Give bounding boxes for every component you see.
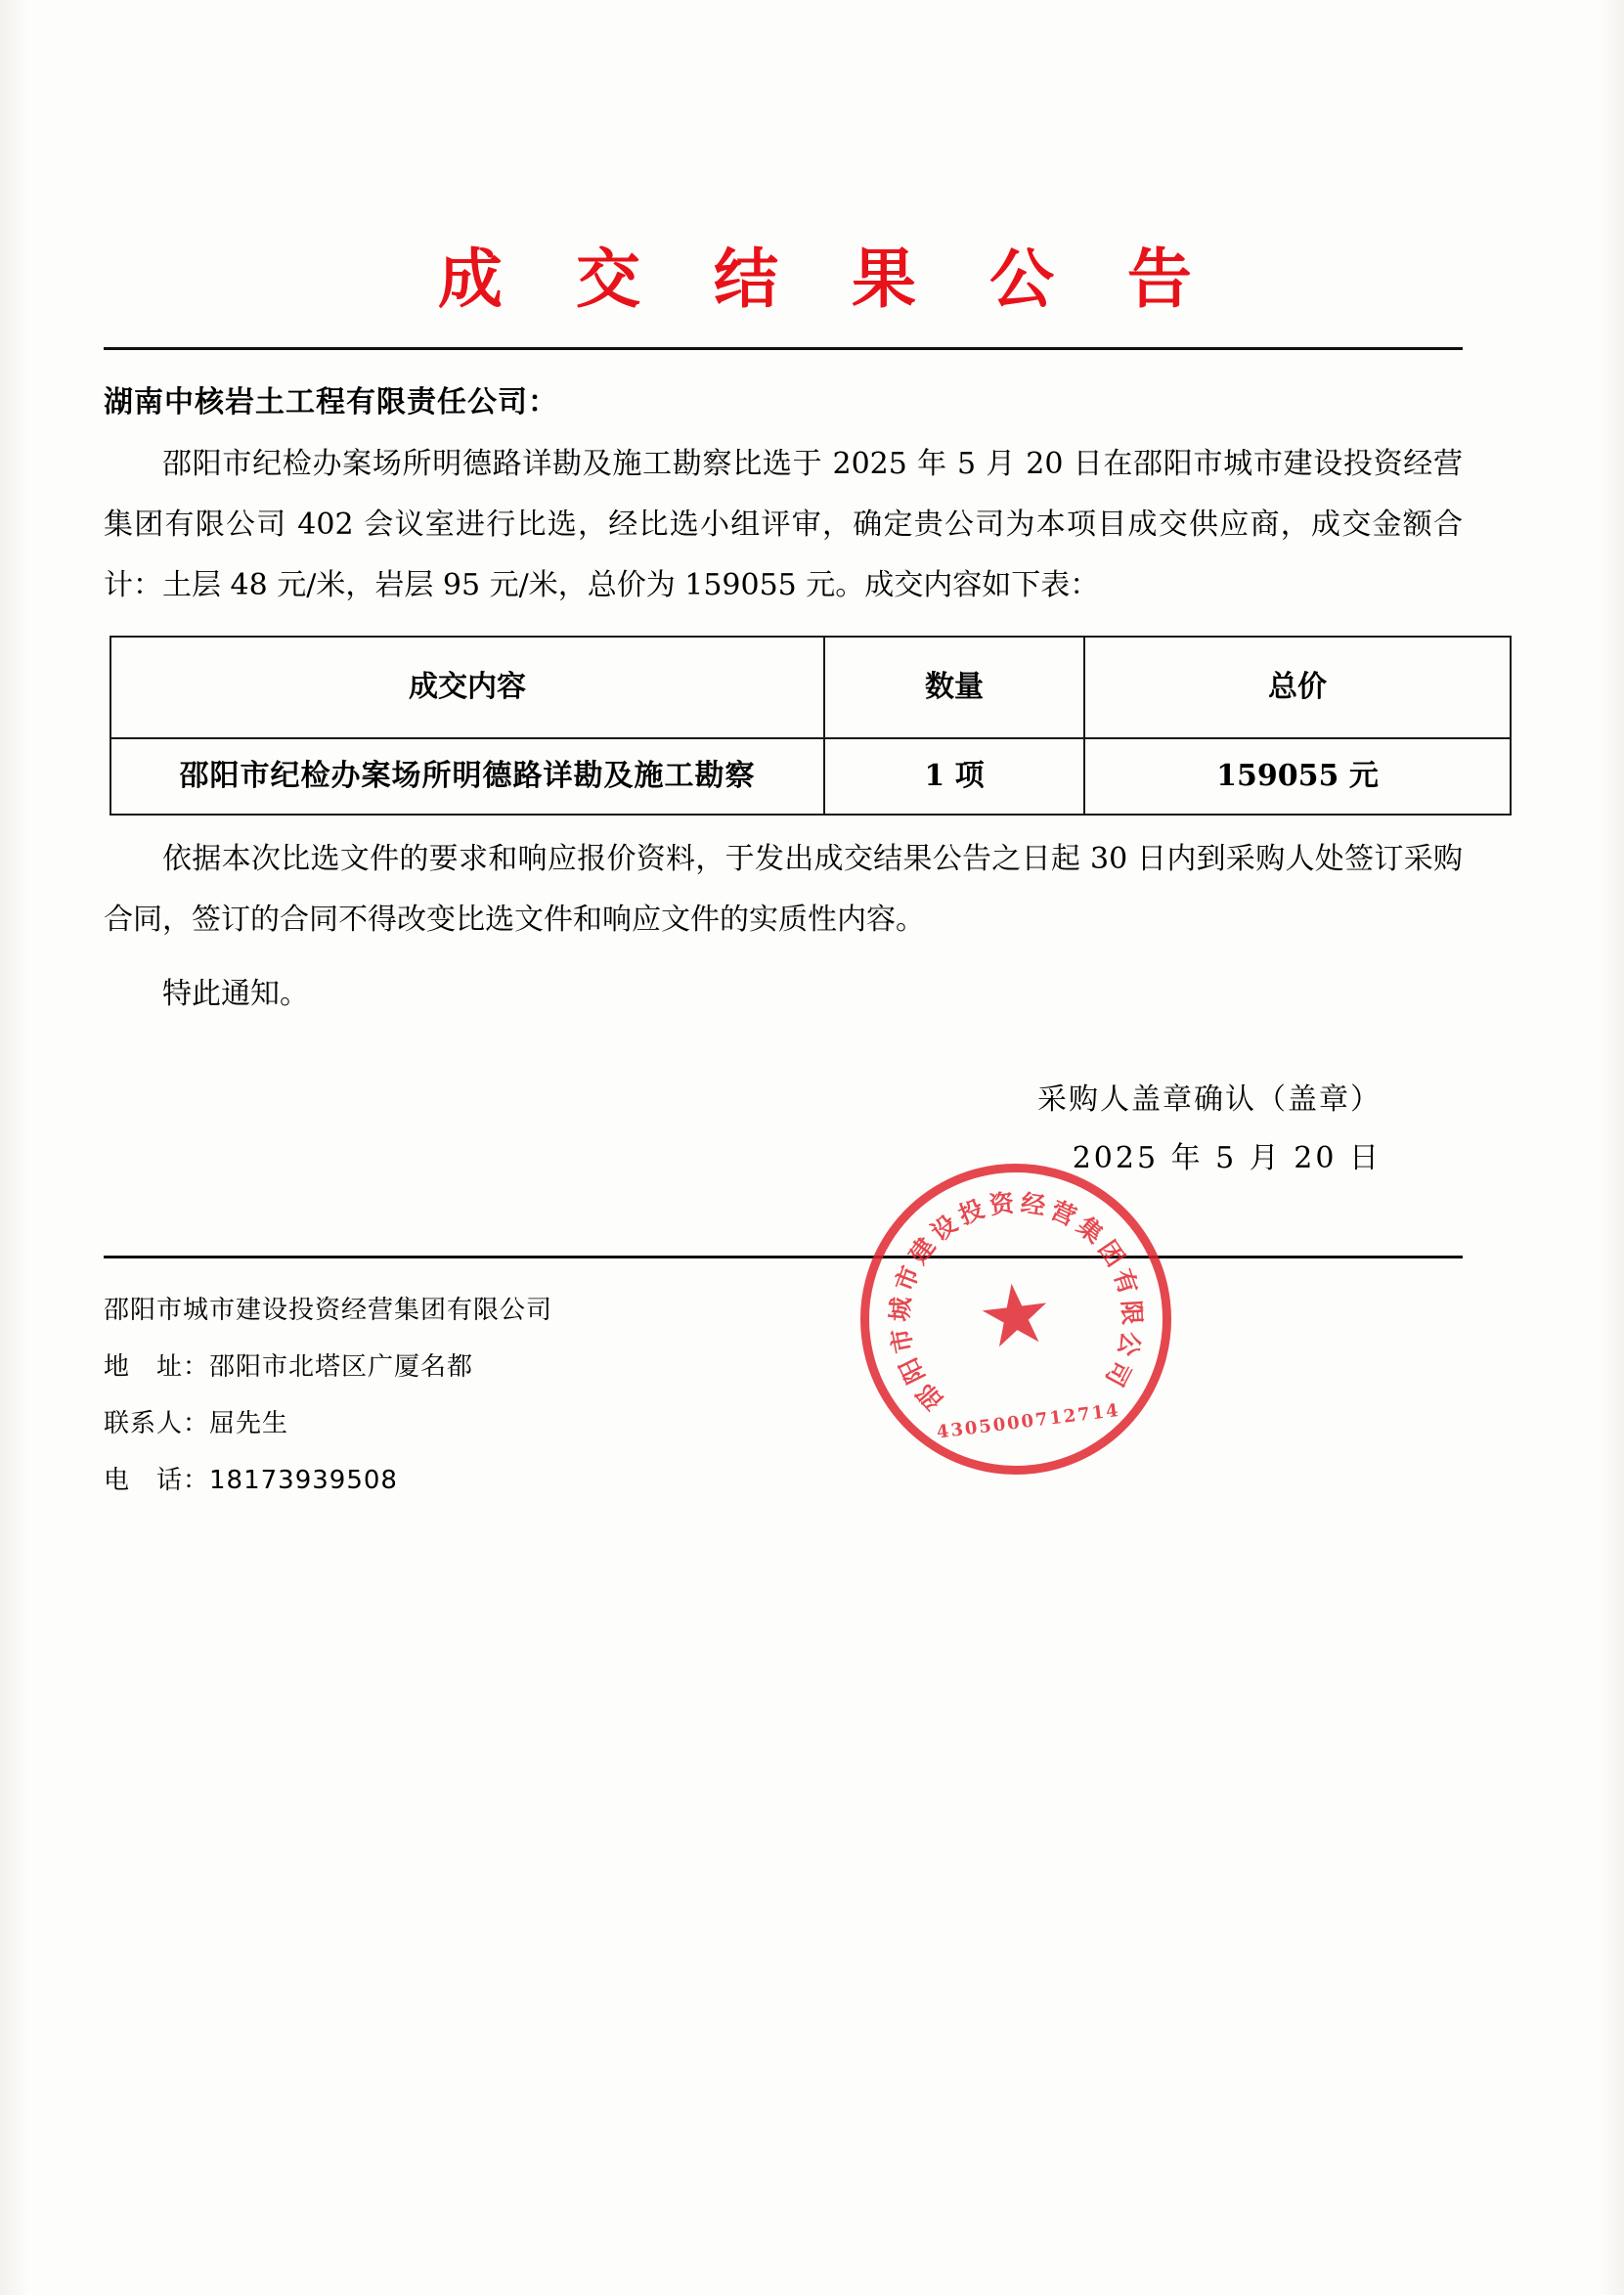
title-divider bbox=[104, 347, 1463, 350]
cell-quantity: 1 项 bbox=[824, 738, 1084, 815]
footer-phone bbox=[104, 1452, 1526, 1509]
signature-block bbox=[104, 1070, 1526, 1187]
addressee: 湖南中核岩土工程有限责任公司： bbox=[104, 385, 558, 419]
footer-company: 邵阳市城市建设投资经营集团有限公司 bbox=[104, 1296, 553, 1325]
signature-line: 采购人盖章确认（盖章） bbox=[1037, 1082, 1382, 1117]
seal-code-text: 4305000712714 bbox=[935, 1399, 1121, 1443]
paragraph-award-body: 邵阳市纪检办案场所明德路详勘及施工勘察比选于 2025 年 5 月 20 日在邵阳市城市建设投资经营集团有限公司 402 会议室进行比选，经比选小组评审，确定贵公司为本项目成交供应商，成交金额合计：土层 48 元/米，岩层 95 元/米，总价为 159055 元。成交内容如下表： bbox=[104, 447, 1463, 602]
footer-block bbox=[104, 1282, 1526, 1509]
scan-edge-left bbox=[0, 0, 29, 2295]
footer-contact-value: 屈先生 bbox=[209, 1409, 289, 1438]
footer-address-value: 邵阳市北塔区广厦名都 bbox=[209, 1352, 474, 1382]
footer-contact-label: 联系人： bbox=[104, 1409, 210, 1438]
scan-edge-right bbox=[1599, 0, 1624, 2295]
footer-phone-value: 18173939508 bbox=[209, 1466, 398, 1495]
footer-divider bbox=[104, 1256, 1463, 1258]
seal-arc-text: 邵 阳 市 城 市 建 设 投 资 经 营 集 团 有 限 公 司 bbox=[885, 1188, 1147, 1416]
table-header-total: 总价 bbox=[1084, 637, 1511, 738]
company-seal-stamp bbox=[843, 1146, 1189, 1492]
footer-contact bbox=[104, 1395, 1526, 1452]
signature-date: 2025 年 5 月 20 日 bbox=[1072, 1141, 1382, 1175]
result-table bbox=[110, 636, 1512, 816]
page-title: 成 交 结 果 公 告 bbox=[438, 241, 1217, 317]
table-header-row bbox=[110, 637, 1511, 738]
footer-address-label: 地 址： bbox=[104, 1352, 210, 1382]
seal-star-icon: ★ bbox=[972, 1262, 1059, 1369]
document-content bbox=[104, 0, 1526, 1509]
paragraph-notice: 特此通知。 bbox=[162, 977, 309, 1011]
footer-phone-label: 电 话： bbox=[104, 1466, 210, 1495]
paragraph-contract-terms: 依据本次比选文件的要求和响应报价资料，于发出成交结果公告之日起 30 日内到采购人处签订采购合同，签订的合同不得改变比选文件和响应文件的实质性内容。 bbox=[104, 842, 1463, 937]
table-header-content: 成交内容 bbox=[110, 637, 824, 738]
cell-content: 邵阳市纪检办案场所明德路详勘及施工勘察 bbox=[110, 738, 824, 815]
cell-total: 159055 元 bbox=[1084, 738, 1511, 815]
table-row bbox=[110, 738, 1511, 815]
table-header-quantity: 数量 bbox=[824, 637, 1084, 738]
footer-address bbox=[104, 1339, 1526, 1395]
